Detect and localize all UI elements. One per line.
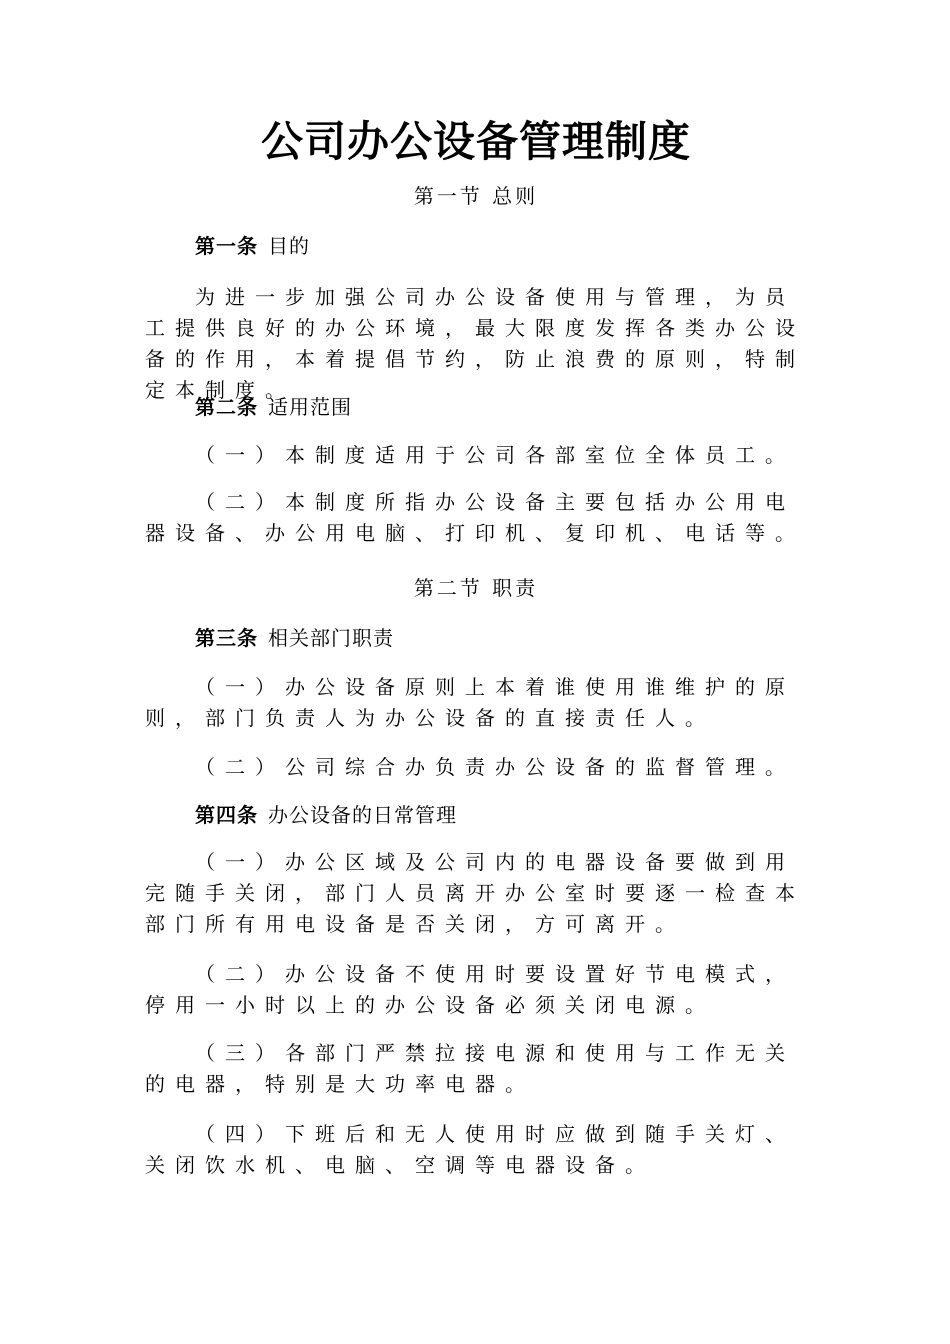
paragraph: 为进一步加强公司办公设备使用与管理，为员工提供良好的办公环境，最大限度发挥各类办公设备的作用，本着提倡节约，防止浪费的原则，特制定本制度。 bbox=[145, 285, 805, 402]
paragraph: （二）公司综合办负责办公设备的监督管理。 bbox=[195, 755, 795, 779]
article-title: 办公设备的日常管理 bbox=[268, 803, 457, 827]
document-title: 公司办公设备管理制度 bbox=[260, 117, 691, 166]
article-number: 第三条 bbox=[195, 626, 258, 650]
paragraph: （一）办公区域及公司内的电器设备要做到用完随手关闭，部门人员离开办公室时要逐一检查本部门所有用电设备是否关闭，方可离开。 bbox=[145, 850, 805, 936]
paragraph: （四）下班后和无人使用时应做到随手关灯、关闭饮水机、电脑、空调等电器设备。 bbox=[145, 1122, 795, 1177]
paragraph: （二）办公设备不使用时要设置好节电模式，停用一小时以上的办公设备必须关闭电源。 bbox=[145, 962, 795, 1017]
article-title: 目的 bbox=[268, 234, 310, 258]
article-title: 相关部门职责 bbox=[268, 626, 394, 650]
paragraph: （二）本制度所指办公设备主要包括办公用电器设备、办公用电脑、打印机、复印机、电话等。 bbox=[145, 490, 805, 545]
article-number: 第一条 bbox=[195, 234, 258, 258]
article-number: 第四条 bbox=[195, 803, 258, 827]
article-heading-2 bbox=[195, 392, 352, 422]
paragraph: （一）办公设备原则上本着谁使用谁维护的原则，部门负责人为办公设备的直接责任人。 bbox=[145, 675, 795, 730]
section-heading-1: 第一节 总则 bbox=[413, 184, 539, 208]
article-heading-1 bbox=[195, 231, 310, 261]
article-heading-3 bbox=[195, 623, 394, 653]
article-heading-4 bbox=[195, 800, 457, 830]
paragraph: （一）本制度适用于公司各部室位全体员工。 bbox=[195, 443, 795, 467]
section-heading-2: 第二节 职责 bbox=[413, 576, 539, 600]
paragraph: （三）各部门严禁拉接电源和使用与工作无关的电器，特别是大功率电器。 bbox=[145, 1041, 795, 1096]
article-number: 第二条 bbox=[195, 395, 258, 419]
article-title: 适用范围 bbox=[268, 395, 352, 419]
